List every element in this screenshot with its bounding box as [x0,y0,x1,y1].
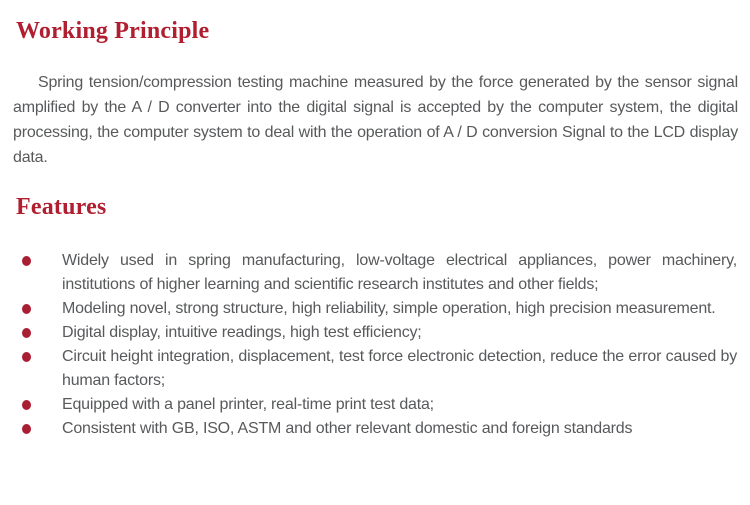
feature-item [62,417,737,441]
red-dot-bullet-icon [22,424,31,434]
red-dot-bullet-icon [22,352,31,362]
feature-item [62,321,737,345]
red-dot-bullet-icon [22,304,31,314]
feature-item-text: Digital display, intuitive readings, high test efficiency; [62,324,422,341]
feature-item-text: Circuit height integration, displacement, test force electronic detection, reduce the error caused by human factors; [62,348,737,389]
section-title-working-principle: Working Principle [16,18,210,44]
section-title-features: Features [16,194,107,220]
feature-item-text: Widely used in spring manufacturing, low-voltage electrical appliances, power machinery, institutions of higher learning and scientific research institutes and other fields; [62,252,737,293]
red-dot-bullet-icon [22,328,31,338]
feature-item [62,297,737,321]
features-list [0,249,737,441]
feature-item-text: Consistent with GB, ISO, ASTM and other relevant domestic and foreign standards [62,420,633,437]
feature-item-text: Modeling novel, strong structure, high reliability, simple operation, high precision measurement. [62,300,716,317]
red-dot-bullet-icon [22,256,31,266]
feature-item [62,393,737,417]
working-principle-paragraph: Spring tension/compression testing machine measured by the force generated by the sensor signal amplified by the A / D converter into the digital signal is accepted by the computer system, the digital processing, the computer system to deal with the operation of A / D conversion Signal to the LCD display data. [13,74,738,166]
feature-item [62,249,737,297]
red-dot-bullet-icon [22,400,31,410]
feature-item-text: Equipped with a panel printer, real-time print test data; [62,396,434,413]
feature-item [62,345,737,393]
